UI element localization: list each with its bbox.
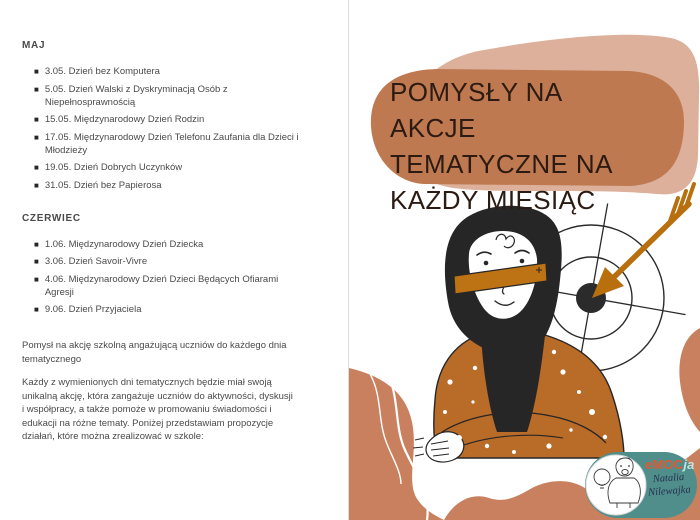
brand-moc: MOC [652,457,684,472]
intro-paragraphs [22,339,294,444]
square-bullet-icon: ■ [34,115,39,124]
list-item-text: 9.06. Dzień Przyjaciela [44,304,142,315]
list-item-text: 17.05. Międzynarodowy Dzień Telefonu Zaufania dla Dzieci i Młodzieży [44,131,299,156]
list-item [34,113,348,126]
person-illustration [413,206,624,462]
square-bullet-icon: ■ [34,305,39,314]
poster-title: POMYSŁY NA AKCJE TEMATYCZNE NA KAŻDY MIESIĄC [390,77,612,215]
list-item-text: 5.05. Dzień Walski z Dyskryminacją Osób z Niepełnosprawnością [44,83,228,108]
left-text-panel [0,0,348,520]
square-bullet-icon: ■ [34,274,39,284]
list-item [34,83,348,109]
author-signature [639,471,699,500]
square-bullet-icon: ■ [34,180,39,190]
square-bullet-icon: ■ [34,257,39,266]
list-item-text: 3.05. Dzień bez Komputera [44,66,160,77]
square-bullet-icon: ■ [34,67,39,76]
square-bullet-icon: ■ [34,163,39,172]
square-bullet-icon: ■ [34,132,39,142]
list-item-text: 31.05. Dzień bez Papierosa [44,179,162,191]
brand-e: e [645,457,653,472]
list-item [34,65,348,78]
list-item-text: 15.05. Międzynarodowy Dzień Rodzin [44,114,205,125]
author-line1: Natalia [652,471,685,486]
list-item-text: 3.06. Dzień Savoir-Vivre [44,256,148,267]
brand-ja: ja [683,457,695,472]
square-bullet-icon: ■ [34,84,39,94]
paragraph-description: Każdy z wymienionych dni tematycznych będzie miał swoją unikalną akcję, która zangażuje uczniów do aktywności, dyskusji i współpracy, a także pomoże w promowaniu świadomości i edukacji na różne tematy. Poniżej przedstawiam propozycje działań, które można zrealizować w szkole: [22,377,293,442]
square-bullet-icon: ■ [34,239,39,249]
day-list-maj [22,65,348,192]
list-item-text: 1.06. Międzynarodowy Dzień Dziecka [44,238,204,250]
list-item [34,273,348,299]
blob-right-edge [679,328,700,432]
list-item [34,238,348,251]
brand-wordmark [645,457,695,472]
section-czerwiec [22,213,348,317]
list-item-text: 4.06. Międzynarodowy Dzień Dzieci Będących Ofiarami Agresji [44,273,279,298]
month-header-czerwiec: CZERWIEC [22,212,81,224]
right-poster-panel [349,0,700,520]
list-item [34,131,348,157]
list-item-text: 19.05. Dzień Dobrych Uczynków [44,162,183,173]
author-line2: Nilewajka [647,484,692,498]
list-item [34,179,348,192]
list-item [34,303,348,316]
list-item [34,161,348,174]
day-list-czerwiec [22,238,348,317]
list-item [34,255,348,268]
section-maj [22,40,348,192]
paragraph-idea: Pomysł na akcję szkolną angażującą uczniów do każdego dnia tematycznego [22,340,287,365]
month-header-maj: MAJ [22,40,46,51]
